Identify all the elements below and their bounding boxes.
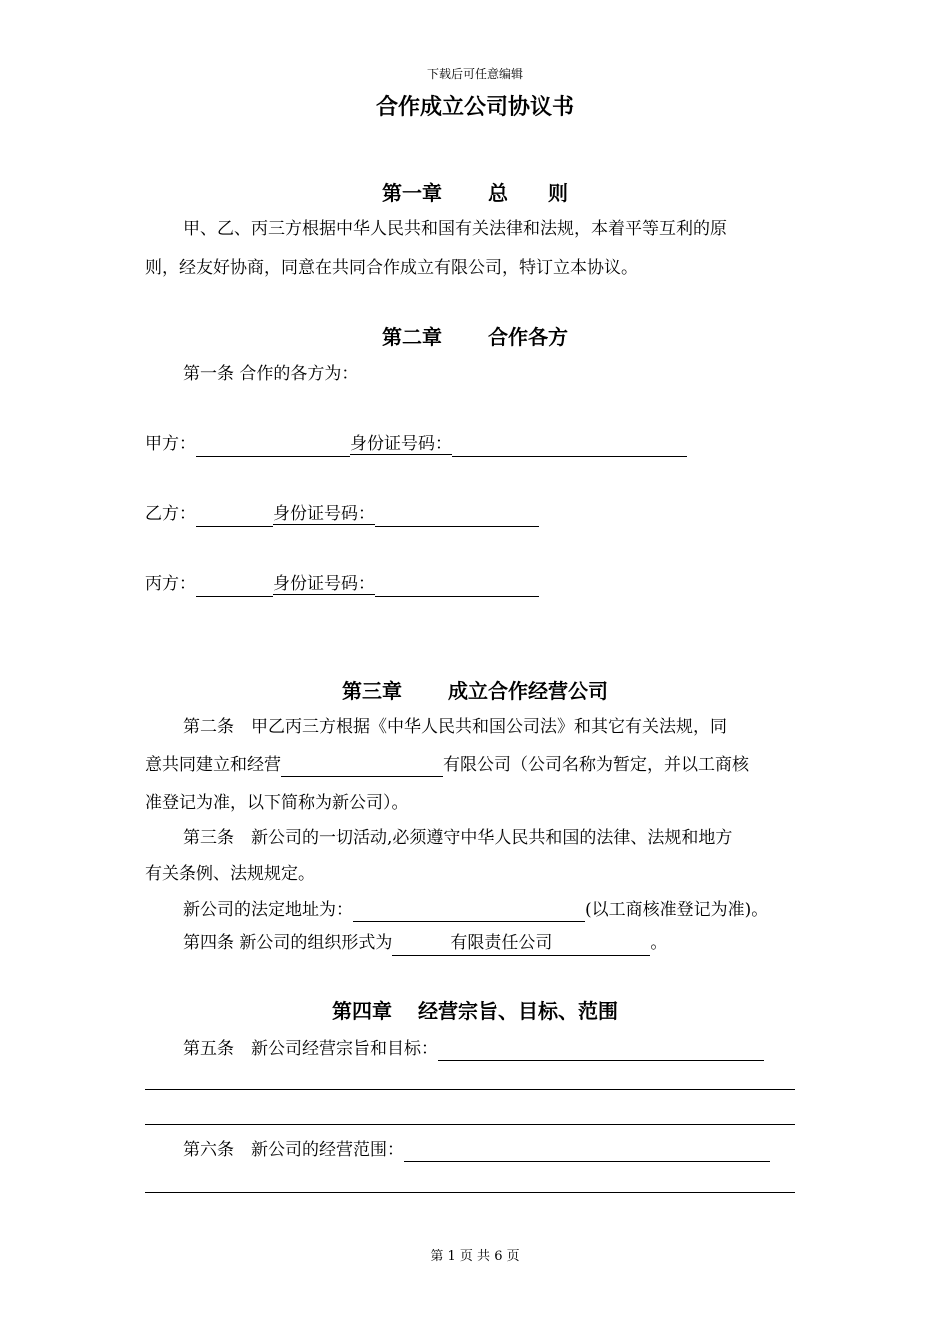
party-a-id-blank[interactable] xyxy=(452,436,687,457)
address-note: (以工商核准登记为准)。 xyxy=(585,900,769,920)
party-b-id-label: 身份证号码： xyxy=(273,504,375,524)
chapter-1-paragraph-line-1: 甲、乙、丙三方根据中华人民共和国有关法律和法规，本着平等互利的原 xyxy=(183,219,727,239)
business-purpose-blank[interactable] xyxy=(438,1040,764,1061)
document-title: 合作成立公司协议书 xyxy=(375,95,574,120)
party-b-name-blank[interactable] xyxy=(196,506,273,527)
article-2-text-a: 意共同建立和经营 xyxy=(145,755,281,775)
header-note: 下载后可任意编辑 xyxy=(426,67,523,81)
chapter-4-name: 经营宗旨、目标、范围 xyxy=(418,999,618,1023)
organization-form-field[interactable] xyxy=(392,931,650,956)
business-purpose-line-2[interactable] xyxy=(145,1089,795,1090)
chapter-1-heading xyxy=(0,180,950,206)
article-5-label: 第五条 新公司经营宗旨和目标： xyxy=(183,1039,438,1059)
party-a-id-label: 身份证号码： xyxy=(350,434,452,454)
article-5-row xyxy=(183,1037,805,1061)
chapter-3-number: 第三章 xyxy=(342,679,402,703)
chapter-3-name: 成立合作经营公司 xyxy=(448,679,608,703)
business-purpose-line-3[interactable] xyxy=(145,1124,795,1125)
party-c-row xyxy=(145,572,805,597)
party-b-id-blank[interactable] xyxy=(375,506,539,527)
chapter-3-heading xyxy=(0,678,950,704)
party-c-name-blank[interactable] xyxy=(196,576,273,597)
article-4-label: 第四条 新公司的组织形式为 xyxy=(183,933,393,953)
party-c-id-blank[interactable] xyxy=(375,576,539,597)
address-blank[interactable] xyxy=(353,901,585,922)
business-scope-line-2[interactable] xyxy=(145,1192,795,1193)
address-row xyxy=(183,898,805,922)
article-3-line-1: 第三条 新公司的一切活动,必须遵守中华人民共和国的法律、法规和地方 xyxy=(183,828,733,848)
party-c-label: 丙方： xyxy=(145,574,196,594)
chapter-4-heading xyxy=(0,998,950,1024)
article-4-row xyxy=(183,931,805,956)
chapter-1-paragraph-line-2: 则，经友好协商，同意在共同合作成立有限公司，特订立本协议。 xyxy=(145,258,638,278)
chapter-2-name: 合作各方 xyxy=(488,325,568,349)
chapter-2-number: 第二章 xyxy=(382,325,442,349)
article-4-end: 。 xyxy=(650,933,668,953)
article-1: 第一条 合作的各方为： xyxy=(183,364,359,384)
chapter-1-number: 第一章 xyxy=(382,181,442,205)
article-2-text-b: 有限公司（公司名称为暂定，并以工商核 xyxy=(443,755,749,775)
party-a-label: 甲方： xyxy=(145,434,196,454)
article-6-label: 第六条 新公司的经营范围： xyxy=(183,1140,404,1160)
organization-form-value: 有限责任公司 xyxy=(450,933,553,953)
party-a-row xyxy=(145,432,805,457)
party-a-name-blank[interactable] xyxy=(196,436,350,457)
article-2-line-3: 准登记为准，以下简称为新公司）。 xyxy=(145,793,409,813)
article-6-row xyxy=(183,1138,805,1162)
article-2-line-1: 第二条 甲乙丙三方根据《中华人民共和国公司法》和其它有关法规，同 xyxy=(183,717,727,737)
page-footer: 第 1 页 共 6 页 xyxy=(430,1249,520,1264)
party-b-label: 乙方： xyxy=(145,504,196,524)
article-2-line-2 xyxy=(145,753,805,777)
party-b-row xyxy=(145,502,805,527)
business-scope-blank[interactable] xyxy=(404,1141,770,1162)
chapter-2-heading xyxy=(0,324,950,350)
article-3-line-2: 有关条例、法规规定。 xyxy=(145,864,315,884)
chapter-1-name: 总 则 xyxy=(488,181,568,205)
chapter-4-number: 第四章 xyxy=(332,999,392,1023)
address-label: 新公司的法定地址为： xyxy=(183,900,353,920)
party-c-id-label: 身份证号码： xyxy=(273,574,375,594)
company-name-blank[interactable] xyxy=(281,756,443,777)
